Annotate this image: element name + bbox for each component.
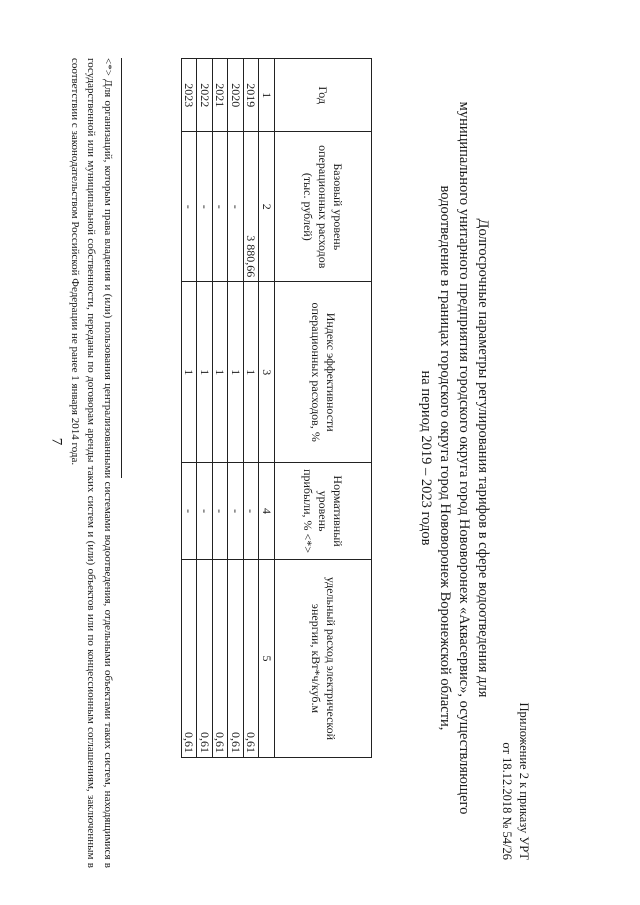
title-line-4: на период 2019 – 2023 годов: [418, 370, 434, 546]
cell-base-opex: -: [197, 132, 213, 282]
cell-base-opex: -: [182, 132, 198, 282]
table-row: [228, 59, 244, 758]
footnote-divider: [121, 58, 122, 478]
cell-year: 2023: [182, 59, 198, 132]
table-row: [182, 59, 198, 758]
title-line-3: водоотведение в границах городского округа город Нововоронеж Воронежской области,: [437, 185, 453, 731]
table-row: [213, 59, 229, 758]
column-number: 4: [259, 463, 275, 560]
appendix-line-2: от 18.12.2018 № 54/26: [500, 742, 514, 860]
cell-year: 2022: [197, 59, 213, 132]
cell-year: 2021: [213, 59, 229, 132]
column-number: 2: [259, 132, 275, 282]
cell-efficiency-index: 1: [213, 282, 229, 463]
cell-base-opex: -: [213, 132, 229, 282]
cell-profit-level: -: [182, 463, 198, 560]
page-number: 7: [48, 437, 65, 446]
cell-efficiency-index: 1: [228, 282, 244, 463]
footnote: <*> Для организаций, которым права владения и (или) пользования централизованными системами водоотведения, отдельными объектами таких систем, находящимися в государственной или муниципальной собственности, переданы по договорам аренды таких систем и (или) объектов или по концессионным соглашениям, заключенным в соответствии с законодательством Российской Федерации не ранее 1 января 2014 года.: [69, 58, 114, 868]
header-year: Год: [275, 59, 372, 132]
cell-energy-consumption: 0,61: [244, 559, 260, 757]
cell-energy-consumption: 0,61: [213, 559, 229, 757]
table-row: [197, 59, 213, 758]
title-line-2: муниципального унитарного предприятия городского округа город Нововоронеж «Аквасервис», осуществляющего: [456, 101, 472, 815]
cell-efficiency-index: 1: [182, 282, 198, 463]
cell-base-opex: 3 880,66: [244, 132, 260, 282]
column-number: 5: [259, 559, 275, 757]
header-energy-consumption: удельный расход электрической энергии, кВт*ч/куб.м: [275, 559, 372, 757]
cell-energy-consumption: 0,61: [197, 559, 213, 757]
appendix-reference: [498, 600, 532, 860]
tariff-table: [181, 58, 372, 758]
cell-efficiency-index: 1: [197, 282, 213, 463]
document-body: [32, 38, 532, 878]
table-row: [244, 59, 260, 758]
cell-energy-consumption: 0,61: [228, 559, 244, 757]
document-title: [416, 78, 492, 838]
cell-energy-consumption: 0,61: [182, 559, 198, 757]
cell-profit-level: -: [197, 463, 213, 560]
cell-profit-level: -: [213, 463, 229, 560]
cell-base-opex: -: [228, 132, 244, 282]
header-base-opex: Базовый уровень операционных расходов (тыс. рублей): [275, 132, 372, 282]
cell-year: 2019: [244, 59, 260, 132]
column-number: 1: [259, 59, 275, 132]
title-line-1: Долгосрочные параметры регулирования тарифов в сфере водоотведения для: [475, 218, 491, 698]
column-number: 3: [259, 282, 275, 463]
cell-year: 2020: [228, 59, 244, 132]
cell-efficiency-index: 1: [244, 282, 260, 463]
header-efficiency-index: Индекс эффективности операционных расходов, %: [275, 282, 372, 463]
cell-profit-level: -: [244, 463, 260, 560]
cell-profit-level: -: [228, 463, 244, 560]
header-profit-level: Нормативный уровень прибыли, % <*>: [275, 463, 372, 560]
appendix-line-1: Приложение 2 к приказу УРТ: [517, 702, 531, 860]
